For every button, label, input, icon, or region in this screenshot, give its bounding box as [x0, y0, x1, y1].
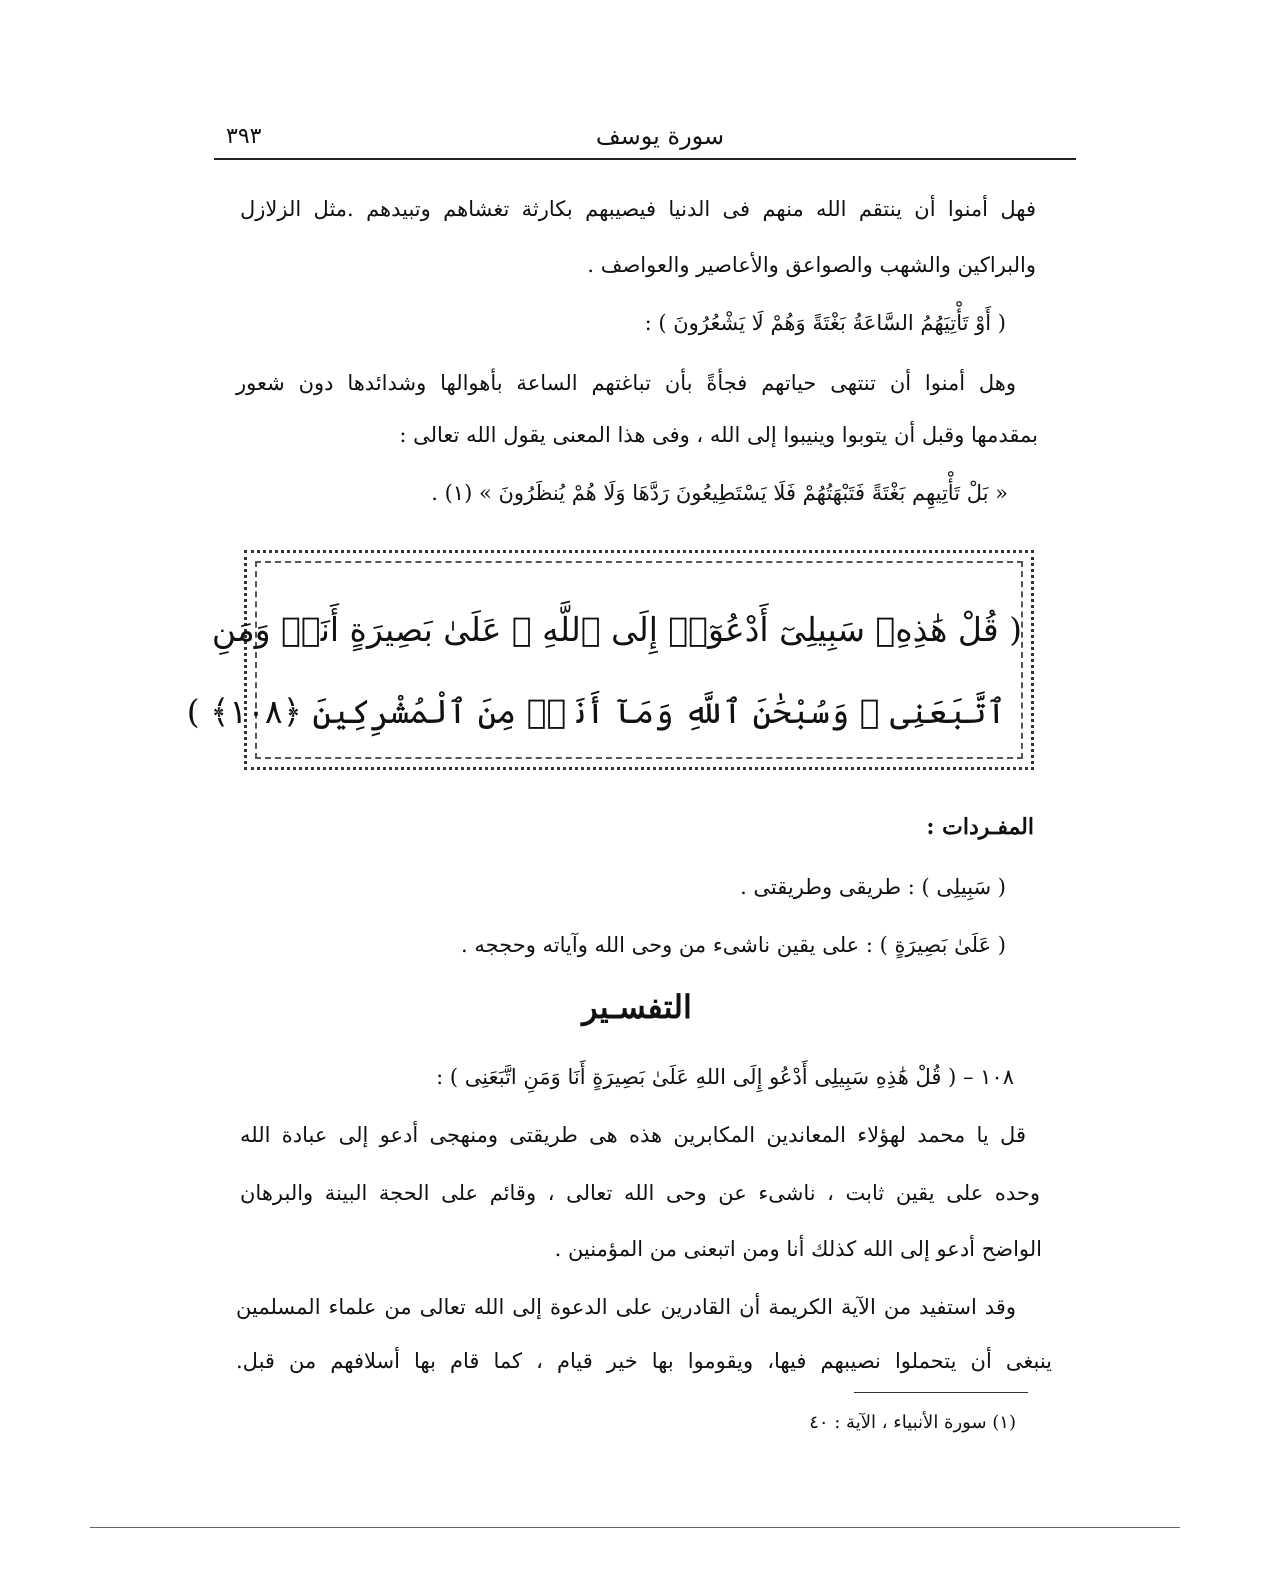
quran-quote: « بَلْ تَأْتِيهِم بَغْتَةً فَتَبْهَتُهُمْ فَلَا يَسْتَطِيعُونَ رَدَّهَا وَلَا هُمْ يُنظَرُونَ » (١) .: [431, 481, 1008, 505]
vocabulary-label: المفـردات :: [926, 814, 1034, 840]
vocab-item: ( عَلَىٰ بَصِيرَةٍ ) : على يقين ناشىء من وحى الله وآياته وحججه .: [461, 933, 1006, 957]
tafsir-line: الواضح أدعو إلى الله كذلك أنا ومن اتبعنى من المؤمنين .: [554, 1237, 1042, 1261]
tafsir-line: ينبغى أن يتحملوا نصيبهم فيها، ويقوموا بها خير قيام ، كما قام بها أسلافهم من قبل.: [236, 1349, 1052, 1373]
footnote-divider: [854, 1392, 1028, 1393]
page-bottom-rule: [90, 1527, 1180, 1528]
verse-line: ( قُلْ هَٰذِهِۦ سَبِيلِىٓ أَدْعُوٓا۟ إِلَى ٱللَّهِ ۚ عَلَىٰ بَصِيرَةٍ أَنَا۠ وَمَنِ: [211, 610, 1022, 649]
tafsir-heading: التفسـير: [582, 988, 692, 1026]
page-number: ٣٩٣: [226, 124, 262, 149]
body-line: والبراكين والشهب والصواعق والأعاصير والعواصف .: [587, 253, 1036, 277]
quran-quote: ( أَوْ تَأْتِيَهُمُ السَّاعَةُ بَغْتَةً وَهُمْ لَا يَشْعُرُونَ ) :: [644, 311, 1006, 335]
verse-line: ٱتَّبَعَنِى ۖ وَسُبْحَٰنَ ٱللَّهِ وَمَآ أَنَا۠ مِنَ ٱلْمُشْرِكِينَ ﴿١٠٨﴾ ): [186, 692, 1006, 731]
surah-title: سورة يوسف: [595, 122, 725, 150]
footnote: (١) سورة الأنبياء ، الآية : ٤٠: [809, 1412, 1016, 1433]
header-divider: [214, 158, 1076, 160]
vocab-item: ( سَبِيلِى ) : طريقى وطريقتى .: [740, 875, 1006, 899]
body-line: فهل أمنوا أن ينتقم الله منهم فى الدنيا فيصيبهم بكارثة تغشاهم وتبيدهم .مثل الزلازل: [240, 197, 1036, 221]
body-line: بمقدمها وقبل أن يتوبوا وينيبوا إلى الله ، وفى هذا المعنى يقول الله تعالى :: [399, 423, 1038, 447]
tafsir-line: وحده على يقين ثابت ، ناشىء عن وحى الله تعالى ، وقائم على الحجة البينة والبرهان: [240, 1181, 1040, 1205]
tafsir-line: وقد استفيد من الآية الكريمة أن القادرين على الدعوة إلى الله تعالى من علماء المسلمين: [236, 1295, 1016, 1319]
tafsir-line: قل يا محمد لهؤلاء المعاندين المكابرين هذه هى طريقتى ومنهجى أدعو إلى عبادة الله: [240, 1123, 1026, 1147]
verse-reference: ١٠٨ – ( قُلْ هَٰذِهِ سَبِيلِى أَدْعُو إِلَى اللهِ عَلَىٰ بَصِيرَةٍ أَنَا وَمَنِ اتَّبَعَنِى ) :: [436, 1065, 1014, 1089]
body-line: وهل أمنوا أن تنتهى حياتهم فجأةً بأن تباغتهم الساعة بأهوالها وشدائدها دون شعور: [236, 371, 1016, 395]
verse-frame: [186, 550, 1034, 770]
